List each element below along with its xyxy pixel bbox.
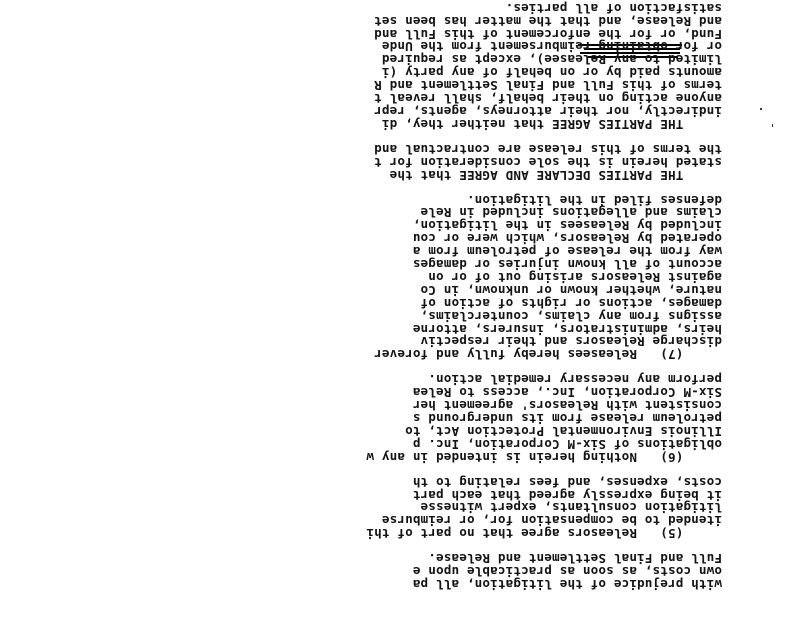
paragraph-7	[82, 193, 722, 361]
text-line: the terms of this release are contractual and	[374, 141, 722, 157]
text-line: (5) Releasors agree that no part of thi	[366, 526, 722, 542]
text-line: operated by Releasors, which were or cou	[412, 231, 722, 247]
text-line: (6) Nothing herein is intended in any w	[366, 449, 722, 465]
text-line: Six-M Corporation, Inc., access to Relea	[412, 385, 722, 401]
text-line: Illinois Environmental Protection Act, to	[404, 423, 722, 439]
text-line: claims and allegations included in Rele	[420, 205, 722, 221]
text-line: terms of this Full and Final Settlement and R	[374, 78, 722, 94]
text-line: discharge Releasors and their respectiv	[420, 334, 722, 350]
text-line: amounts paid by or on behalf of any party (i	[381, 65, 722, 81]
paragraph-6	[82, 372, 722, 465]
text-line: and Release, and that the matter has been set	[374, 13, 722, 29]
text-line: assigns from any claims, counterclaims,	[420, 308, 722, 324]
rotated-document-body	[82, 0, 722, 592]
paragraph-5	[82, 475, 722, 540]
text-line: included by Releasees in the litigation,	[412, 218, 722, 234]
text-line: costs, expenses, and fees relating to th	[412, 474, 722, 490]
text-line: anyone acting on their behalf, shall reveal t	[374, 91, 722, 107]
text-line: damages, actions or rights of action of	[420, 295, 722, 311]
text-line: stated herein is the sole consideration for t	[374, 154, 722, 170]
text-line: Fund, or for the enforcement of this Full and	[374, 26, 722, 42]
text-line: way from the release of petroleum from a	[412, 244, 722, 260]
scan-speck	[760, 108, 762, 110]
text-line: (7) Releasees hereby fully and forever	[374, 347, 722, 363]
paragraph-declare	[82, 142, 722, 181]
text-line: litigation consultants, expert witnesse	[420, 500, 722, 516]
text-line: THE PARTIES DECLARE AND AGREE that the	[389, 167, 722, 183]
text-line: indirectly, nor their attorneys, agents, repr	[374, 104, 722, 119]
text-line: nature, whether known or unknown, in Co	[420, 282, 722, 298]
text-line: consistent with Releasors' agreement her	[412, 398, 722, 414]
paragraph-litigation-costs	[82, 551, 722, 590]
text-line: satisfaction of all parties.	[505, 0, 722, 16]
text-line: account of all known injuries or damages	[412, 257, 722, 273]
text-line: or for obtaining reimbursement from the Unde	[381, 39, 722, 55]
text-line: own costs, as soon as practicable upon e	[412, 564, 722, 580]
text-line: THE PARTIES AGREE that neither they, di	[381, 116, 722, 132]
text-line: it being expressly agreed that each part	[412, 487, 722, 503]
text-line: with prejudice of the litigation, all pa	[412, 577, 722, 592]
paragraph-confidentiality	[82, 1, 722, 130]
text-line: defenses filed in the litigation.	[466, 192, 722, 208]
text-line: heirs, administrators, insurers, attorne	[412, 321, 722, 337]
text-line: against Releasors arising out of or on	[428, 269, 722, 285]
scan-speck	[772, 124, 773, 127]
text-line: limited to any Releasee), except as required	[381, 52, 722, 68]
text-line: obligations of Six-M Corporation, Inc. p	[412, 436, 722, 452]
text-line: Full and Final Settlement and Release.	[428, 551, 722, 567]
text-line: perform any necessary remedial action.	[428, 372, 722, 388]
text-line: itended to be compensation for, or reimburse	[381, 513, 722, 529]
text-line: petroleum release from its underground s	[412, 411, 722, 427]
